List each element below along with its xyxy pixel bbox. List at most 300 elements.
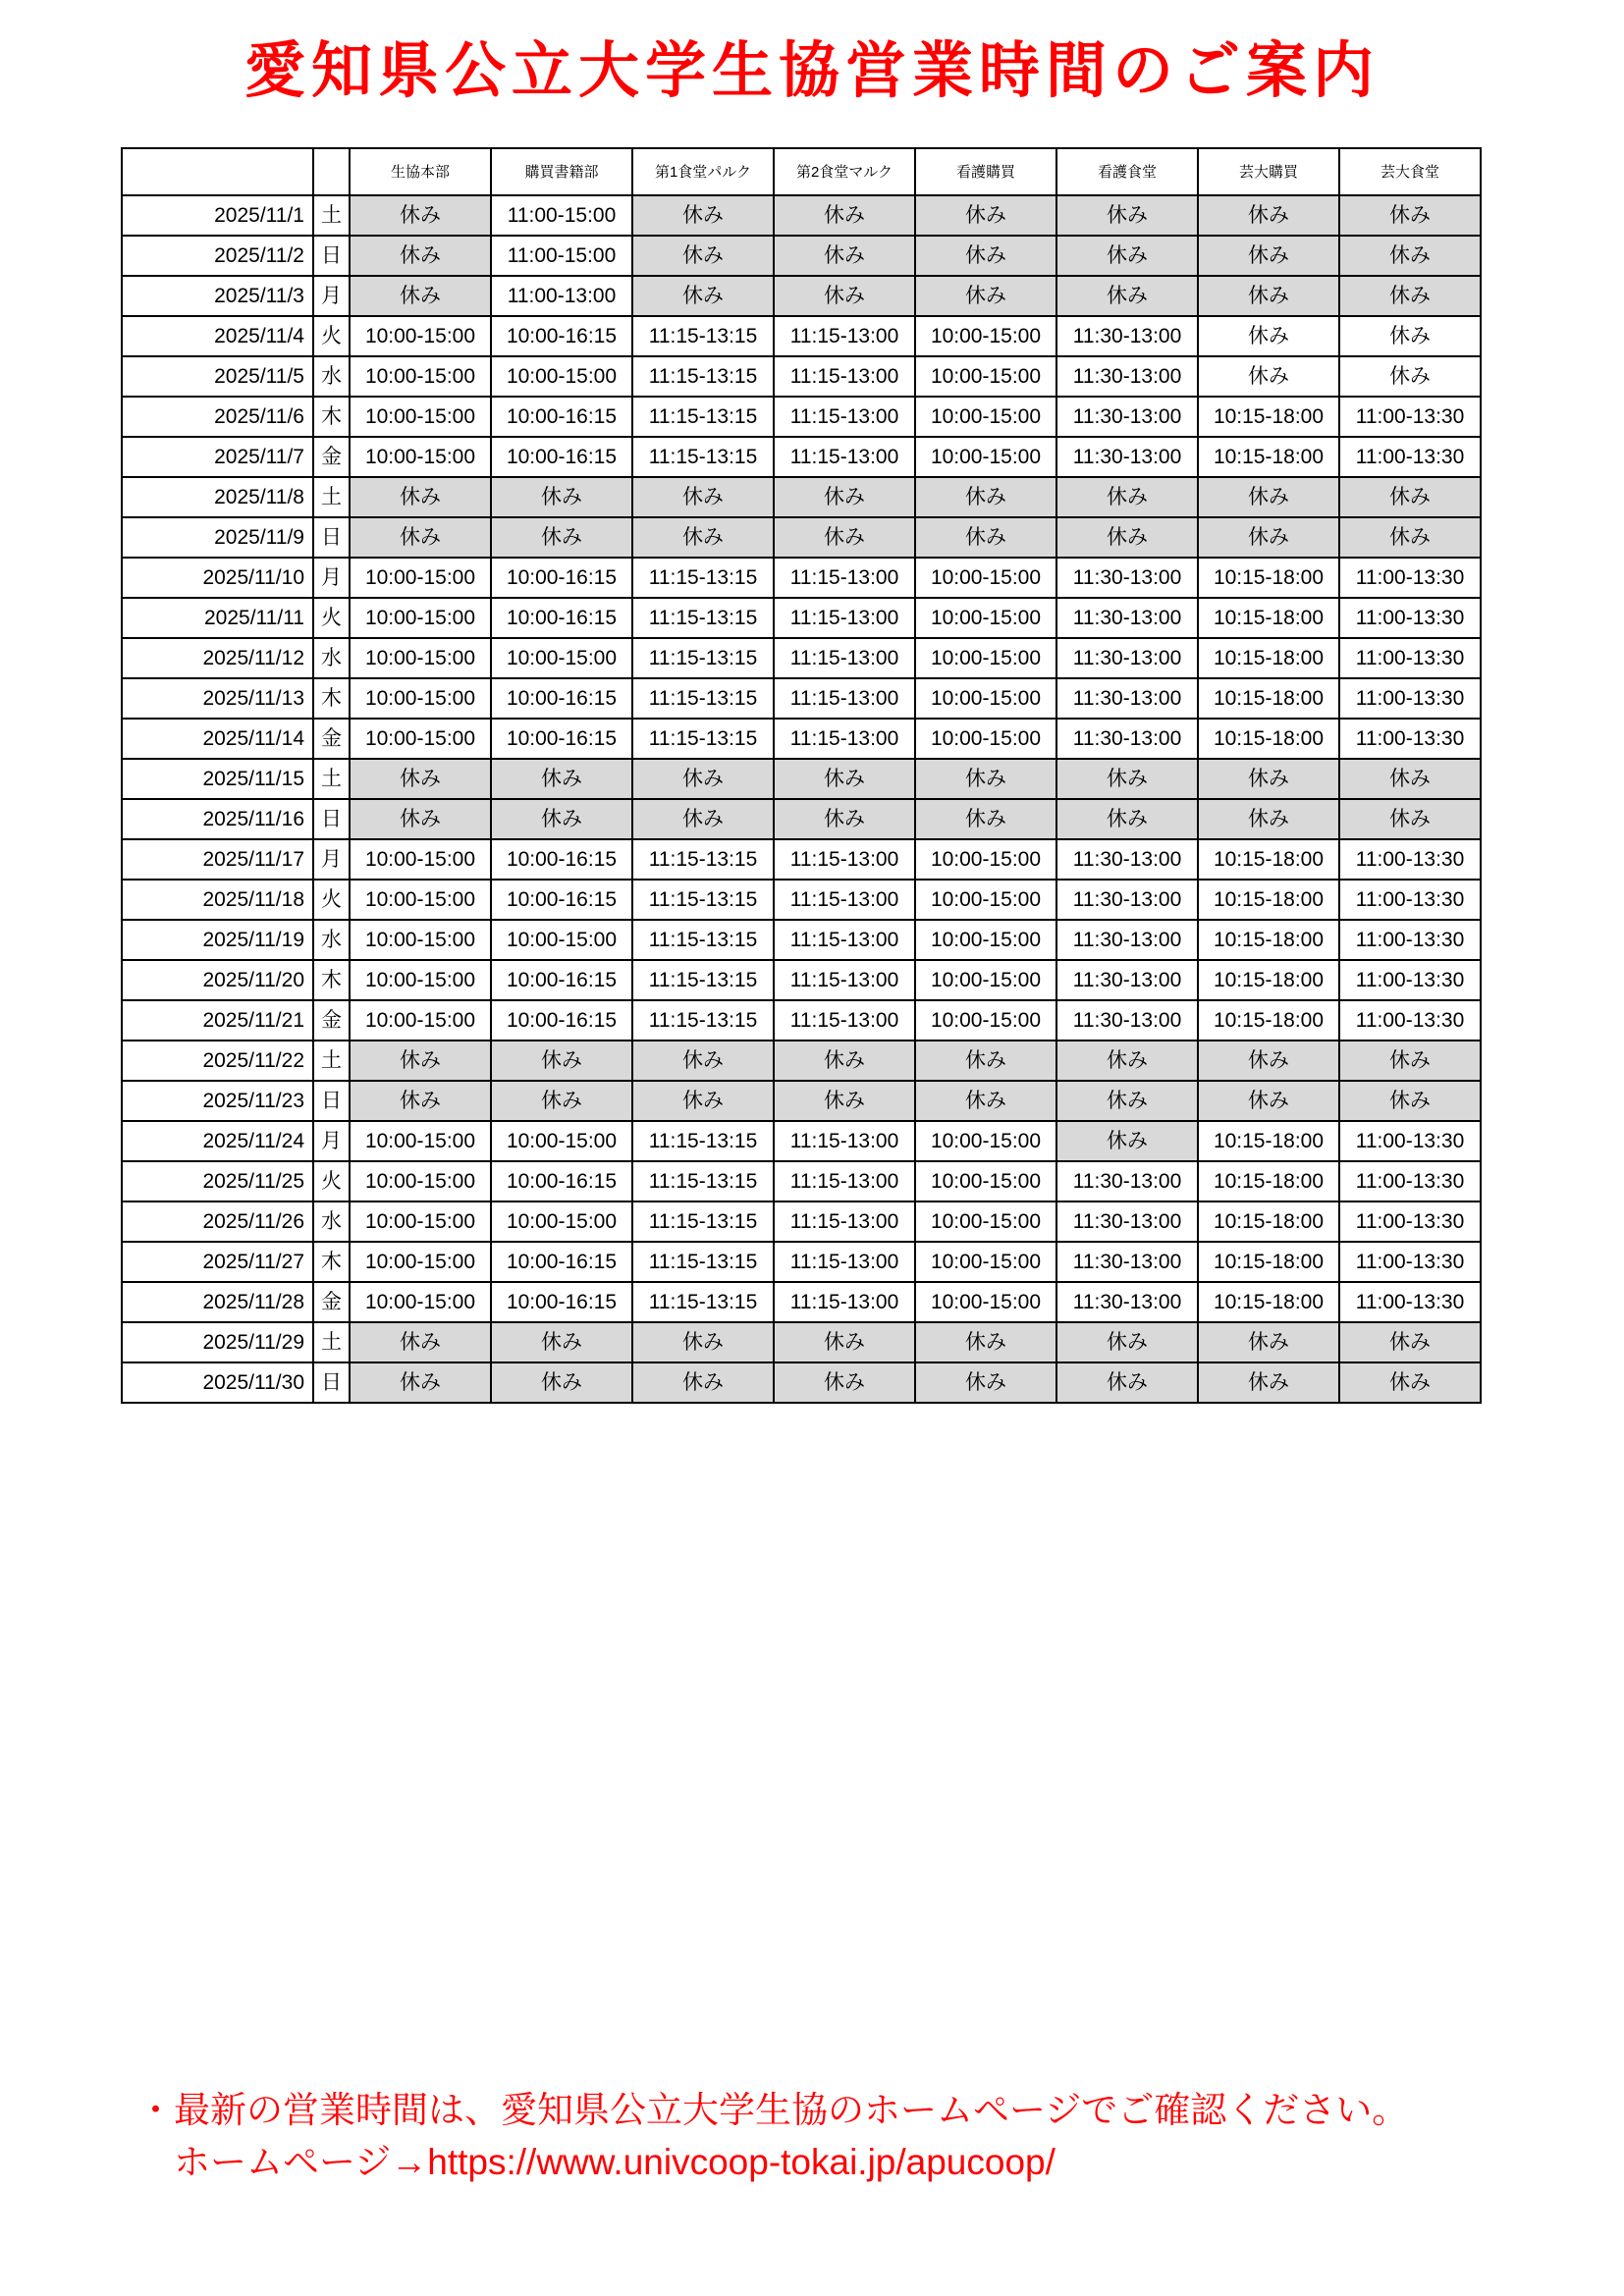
hours-cell: 休み — [350, 1362, 491, 1403]
hours-cell: 10:00-16:15 — [491, 397, 632, 437]
hours-cell: 11:15-13:00 — [774, 960, 915, 1000]
hours-cell: 11:00-13:30 — [1339, 1000, 1481, 1041]
hours-cell: 11:15-13:00 — [774, 638, 915, 678]
hours-cell: 休み — [491, 1081, 632, 1121]
hours-cell: 10:15-18:00 — [1198, 1121, 1339, 1161]
hours-cell: 10:00-15:00 — [915, 678, 1056, 719]
hours-cell: 10:00-15:00 — [350, 880, 491, 920]
hours-cell: 休み — [774, 1041, 915, 1081]
table-row — [122, 638, 1481, 678]
hours-cell: 10:00-15:00 — [350, 356, 491, 397]
hours-cell: 10:00-15:00 — [350, 1161, 491, 1201]
hours-cell: 10:00-16:15 — [491, 316, 632, 356]
hours-cell: 11:00-13:30 — [1339, 920, 1481, 960]
hours-cell: 10:00-15:00 — [915, 558, 1056, 598]
hours-cell: 10:00-15:00 — [915, 719, 1056, 759]
hours-cell: 休み — [350, 799, 491, 839]
hours-cell: 11:00-13:30 — [1339, 1201, 1481, 1242]
hours-cell: 10:15-18:00 — [1198, 638, 1339, 678]
hours-cell: 11:00-13:30 — [1339, 880, 1481, 920]
table-row — [122, 839, 1481, 880]
hours-cell: 休み — [1056, 236, 1198, 276]
hours-cell: 11:15-13:15 — [632, 558, 774, 598]
hours-cell: 10:15-18:00 — [1198, 598, 1339, 638]
hours-cell: 休み — [915, 1322, 1056, 1362]
table-body — [122, 195, 1481, 1403]
hours-cell: 11:15-13:00 — [774, 1161, 915, 1201]
hours-cell: 10:00-15:00 — [350, 598, 491, 638]
hours-cell: 10:00-15:00 — [915, 1121, 1056, 1161]
hours-cell: 11:30-13:00 — [1056, 719, 1198, 759]
hours-cell: 休み — [1198, 1322, 1339, 1362]
hours-cell: 11:15-13:00 — [774, 719, 915, 759]
hours-cell: 休み — [632, 1362, 774, 1403]
hours-cell: 休み — [1339, 517, 1481, 558]
hours-cell: 11:15-13:15 — [632, 598, 774, 638]
hours-cell: 休み — [1056, 759, 1198, 799]
hours-cell: 10:00-15:00 — [350, 920, 491, 960]
hours-cell: 10:00-15:00 — [350, 1282, 491, 1322]
hours-cell: 11:00-13:30 — [1339, 638, 1481, 678]
hours-cell: 休み — [632, 276, 774, 316]
day-of-week-cell: 金 — [313, 719, 350, 759]
day-of-week-cell: 金 — [313, 1282, 350, 1322]
date-cell: 2025/11/11 — [122, 598, 313, 638]
hours-cell: 休み — [350, 195, 491, 236]
hours-cell: 11:00-15:00 — [491, 195, 632, 236]
hours-cell: 10:00-15:00 — [350, 719, 491, 759]
column-header: 購買書籍部 — [491, 148, 632, 195]
hours-cell: 10:00-15:00 — [350, 1000, 491, 1041]
date-cell: 2025/11/14 — [122, 719, 313, 759]
date-cell: 2025/11/12 — [122, 638, 313, 678]
hours-cell: 休み — [1339, 759, 1481, 799]
day-of-week-cell: 土 — [313, 1322, 350, 1362]
date-cell: 2025/11/1 — [122, 195, 313, 236]
table-row — [122, 1322, 1481, 1362]
day-of-week-cell: 月 — [313, 558, 350, 598]
table-row — [122, 1041, 1481, 1081]
table-header — [122, 148, 1481, 195]
hours-cell: 10:00-15:00 — [915, 839, 1056, 880]
date-cell: 2025/11/15 — [122, 759, 313, 799]
hours-cell: 休み — [915, 1081, 1056, 1121]
hours-cell: 11:15-13:15 — [632, 960, 774, 1000]
hours-cell: 休み — [1056, 276, 1198, 316]
day-of-week-cell: 日 — [313, 517, 350, 558]
table-row — [122, 477, 1481, 517]
hours-cell: 休み — [774, 1362, 915, 1403]
date-cell: 2025/11/28 — [122, 1282, 313, 1322]
hours-cell: 10:00-16:15 — [491, 678, 632, 719]
hours-cell: 10:00-15:00 — [491, 920, 632, 960]
hours-cell: 休み — [1339, 276, 1481, 316]
hours-cell: 11:15-13:15 — [632, 920, 774, 960]
hours-cell: 休み — [491, 1041, 632, 1081]
day-of-week-cell: 月 — [313, 839, 350, 880]
hours-cell: 10:15-18:00 — [1198, 839, 1339, 880]
table-row — [122, 678, 1481, 719]
footer-note — [137, 2085, 1408, 2188]
hours-cell: 10:00-15:00 — [915, 1201, 1056, 1242]
hours-cell: 休み — [1056, 1041, 1198, 1081]
date-cell: 2025/11/27 — [122, 1242, 313, 1282]
hours-cell: 休み — [1198, 276, 1339, 316]
hours-cell: 休み — [1198, 236, 1339, 276]
hours-cell: 休み — [350, 1041, 491, 1081]
hours-cell: 休み — [1198, 1081, 1339, 1121]
hours-cell: 11:15-13:00 — [774, 316, 915, 356]
date-cell: 2025/11/26 — [122, 1201, 313, 1242]
date-cell: 2025/11/23 — [122, 1081, 313, 1121]
hours-cell: 11:00-13:30 — [1339, 960, 1481, 1000]
day-of-week-cell: 日 — [313, 799, 350, 839]
hours-cell: 11:30-13:00 — [1056, 316, 1198, 356]
date-cell: 2025/11/7 — [122, 437, 313, 477]
day-of-week-cell: 金 — [313, 437, 350, 477]
date-cell: 2025/11/30 — [122, 1362, 313, 1403]
hours-cell: 10:15-18:00 — [1198, 1282, 1339, 1322]
hours-cell: 休み — [1056, 195, 1198, 236]
hours-cell: 10:00-16:15 — [491, 880, 632, 920]
hours-cell: 11:15-13:15 — [632, 1000, 774, 1041]
column-header: 生協本部 — [350, 148, 491, 195]
hours-cell: 休み — [1056, 1362, 1198, 1403]
day-of-week-cell: 土 — [313, 195, 350, 236]
hours-cell: 11:00-15:00 — [491, 236, 632, 276]
table-row — [122, 1000, 1481, 1041]
hours-cell: 10:00-15:00 — [915, 1242, 1056, 1282]
hours-cell: 11:00-13:30 — [1339, 678, 1481, 719]
hours-cell: 10:15-18:00 — [1198, 1201, 1339, 1242]
hours-cell: 10:15-18:00 — [1198, 880, 1339, 920]
hours-cell: 11:15-13:15 — [632, 678, 774, 719]
hours-cell: 10:00-15:00 — [491, 638, 632, 678]
hours-cell: 休み — [491, 759, 632, 799]
hours-cell: 10:15-18:00 — [1198, 1161, 1339, 1201]
day-of-week-cell: 火 — [313, 598, 350, 638]
column-header: 第2食堂マルク — [774, 148, 915, 195]
hours-cell: 11:15-13:00 — [774, 598, 915, 638]
table-row — [122, 1201, 1481, 1242]
hours-cell: 11:15-13:15 — [632, 1242, 774, 1282]
table-row — [122, 598, 1481, 638]
hours-cell: 11:00-13:30 — [1339, 719, 1481, 759]
hours-cell: 休み — [774, 276, 915, 316]
hours-cell: 11:15-13:00 — [774, 1000, 915, 1041]
day-of-week-cell: 水 — [313, 356, 350, 397]
hours-cell: 11:30-13:00 — [1056, 1282, 1198, 1322]
hours-cell: 10:15-18:00 — [1198, 397, 1339, 437]
hours-cell: 休み — [491, 1362, 632, 1403]
hours-cell: 10:00-16:15 — [491, 1282, 632, 1322]
hours-cell: 休み — [915, 799, 1056, 839]
date-cell: 2025/11/10 — [122, 558, 313, 598]
hours-cell: 休み — [1056, 799, 1198, 839]
hours-cell: 11:00-13:30 — [1339, 558, 1481, 598]
hours-cell: 休み — [915, 1362, 1056, 1403]
hours-cell: 休み — [774, 799, 915, 839]
hours-cell: 11:00-13:30 — [1339, 1282, 1481, 1322]
day-of-week-cell: 火 — [313, 316, 350, 356]
hours-cell: 11:15-13:00 — [774, 558, 915, 598]
hours-cell: 11:30-13:00 — [1056, 437, 1198, 477]
hours-cell: 休み — [1339, 356, 1481, 397]
hours-cell: 休み — [632, 195, 774, 236]
hours-cell: 10:00-15:00 — [350, 960, 491, 1000]
hours-cell: 10:00-15:00 — [915, 598, 1056, 638]
hours-cell: 休み — [632, 1041, 774, 1081]
hours-cell: 休み — [350, 477, 491, 517]
hours-cell: 10:00-15:00 — [915, 960, 1056, 1000]
hours-cell: 11:30-13:00 — [1056, 920, 1198, 960]
hours-cell: 10:00-16:15 — [491, 719, 632, 759]
hours-cell: 休み — [774, 1322, 915, 1362]
table-row — [122, 236, 1481, 276]
hours-cell: 10:00-15:00 — [350, 397, 491, 437]
hours-cell: 11:00-13:30 — [1339, 1121, 1481, 1161]
hours-cell: 10:00-15:00 — [350, 1121, 491, 1161]
day-of-week-cell: 火 — [313, 1161, 350, 1201]
table-row — [122, 397, 1481, 437]
hours-cell: 11:15-13:15 — [632, 1161, 774, 1201]
hours-cell: 10:00-15:00 — [350, 678, 491, 719]
day-of-week-cell: 金 — [313, 1000, 350, 1041]
day-of-week-cell: 火 — [313, 880, 350, 920]
table-row — [122, 1161, 1481, 1201]
hours-cell: 休み — [632, 477, 774, 517]
date-cell: 2025/11/9 — [122, 517, 313, 558]
hours-cell: 10:00-15:00 — [350, 638, 491, 678]
hours-cell: 10:15-18:00 — [1198, 1242, 1339, 1282]
hours-cell: 休み — [350, 276, 491, 316]
hours-cell: 休み — [1339, 195, 1481, 236]
hours-cell: 10:15-18:00 — [1198, 920, 1339, 960]
hours-cell: 10:00-15:00 — [491, 1121, 632, 1161]
hours-cell: 休み — [1339, 1081, 1481, 1121]
hours-cell: 休み — [1339, 477, 1481, 517]
day-of-week-cell: 木 — [313, 397, 350, 437]
hours-cell: 10:00-15:00 — [350, 1242, 491, 1282]
date-cell: 2025/11/4 — [122, 316, 313, 356]
page-title: 愛知県公立大学生協営業時間のご案内 — [244, 37, 1380, 105]
hours-cell: 11:15-13:15 — [632, 1201, 774, 1242]
hours-cell: 休み — [491, 1322, 632, 1362]
date-cell: 2025/11/22 — [122, 1041, 313, 1081]
hours-cell: 休み — [915, 517, 1056, 558]
hours-cell: 11:30-13:00 — [1056, 1201, 1198, 1242]
hours-cell: 11:30-13:00 — [1056, 356, 1198, 397]
date-header-cell — [122, 148, 313, 195]
hours-cell: 10:00-15:00 — [915, 437, 1056, 477]
date-cell: 2025/11/19 — [122, 920, 313, 960]
date-cell: 2025/11/18 — [122, 880, 313, 920]
hours-cell: 休み — [774, 236, 915, 276]
hours-cell: 10:00-15:00 — [915, 1000, 1056, 1041]
date-cell: 2025/11/5 — [122, 356, 313, 397]
day-of-week-cell: 水 — [313, 920, 350, 960]
hours-cell: 10:00-15:00 — [350, 437, 491, 477]
day-of-week-cell: 日 — [313, 1362, 350, 1403]
table-row — [122, 799, 1481, 839]
hours-cell: 休み — [1198, 1041, 1339, 1081]
hours-cell: 休み — [350, 517, 491, 558]
date-cell: 2025/11/24 — [122, 1121, 313, 1161]
hours-cell: 11:15-13:15 — [632, 1121, 774, 1161]
hours-cell: 休み — [1198, 759, 1339, 799]
hours-cell: 10:00-16:15 — [491, 598, 632, 638]
hours-cell: 10:00-15:00 — [915, 1161, 1056, 1201]
hours-cell: 11:30-13:00 — [1056, 839, 1198, 880]
column-header: 看護食堂 — [1056, 148, 1198, 195]
date-cell: 2025/11/16 — [122, 799, 313, 839]
hours-cell: 休み — [1198, 477, 1339, 517]
table-row — [122, 880, 1481, 920]
hours-cell: 10:00-16:15 — [491, 558, 632, 598]
hours-cell: 休み — [491, 517, 632, 558]
hours-cell: 11:15-13:15 — [632, 839, 774, 880]
hours-cell: 休み — [1339, 1362, 1481, 1403]
table-row — [122, 759, 1481, 799]
hours-cell: 11:15-13:15 — [632, 356, 774, 397]
hours-cell: 休み — [632, 799, 774, 839]
day-of-week-cell: 水 — [313, 1201, 350, 1242]
hours-cell: 10:00-15:00 — [491, 1201, 632, 1242]
hours-cell: 10:00-15:00 — [491, 356, 632, 397]
column-header: 芸大購買 — [1198, 148, 1339, 195]
hours-cell: 11:00-13:30 — [1339, 397, 1481, 437]
hours-cell: 10:00-15:00 — [915, 316, 1056, 356]
day-of-week-cell: 土 — [313, 1041, 350, 1081]
hours-cell: 11:15-13:00 — [774, 1282, 915, 1322]
date-cell: 2025/11/13 — [122, 678, 313, 719]
hours-cell: 10:00-16:15 — [491, 1161, 632, 1201]
hours-cell: 11:00-13:30 — [1339, 1161, 1481, 1201]
hours-cell: 10:00-16:15 — [491, 437, 632, 477]
footer-line-2: ホームページ→https://www.univcoop-tokai.jp/apucoop/ — [137, 2141, 1056, 2182]
day-of-week-cell: 日 — [313, 1081, 350, 1121]
table-header-row — [122, 148, 1481, 195]
hours-cell: 休み — [1339, 799, 1481, 839]
hours-cell: 11:15-13:00 — [774, 678, 915, 719]
hours-cell: 10:00-15:00 — [915, 1282, 1056, 1322]
table-row — [122, 1362, 1481, 1403]
hours-cell: 休み — [491, 477, 632, 517]
hours-cell: 休み — [632, 517, 774, 558]
hours-cell: 休み — [1339, 1041, 1481, 1081]
hours-cell: 10:00-15:00 — [915, 356, 1056, 397]
hours-cell: 10:15-18:00 — [1198, 960, 1339, 1000]
hours-cell: 休み — [1056, 517, 1198, 558]
table-row — [122, 1282, 1481, 1322]
hours-cell: 11:15-13:00 — [774, 839, 915, 880]
date-cell: 2025/11/3 — [122, 276, 313, 316]
hours-cell: 休み — [915, 1041, 1056, 1081]
hours-cell: 11:15-13:00 — [774, 1242, 915, 1282]
table-row — [122, 316, 1481, 356]
hours-cell: 休み — [774, 1081, 915, 1121]
hours-cell: 休み — [1198, 316, 1339, 356]
table-row — [122, 719, 1481, 759]
hours-cell: 休み — [915, 276, 1056, 316]
column-header: 芸大食堂 — [1339, 148, 1481, 195]
table-row — [122, 1242, 1481, 1282]
day-of-week-cell: 水 — [313, 638, 350, 678]
hours-cell: 11:30-13:00 — [1056, 1161, 1198, 1201]
date-cell: 2025/11/21 — [122, 1000, 313, 1041]
hours-cell: 休み — [491, 799, 632, 839]
hours-cell: 休み — [1056, 1322, 1198, 1362]
hours-cell: 休み — [350, 1322, 491, 1362]
table-row — [122, 437, 1481, 477]
hours-cell: 11:30-13:00 — [1056, 397, 1198, 437]
day-of-week-cell: 木 — [313, 678, 350, 719]
hours-cell: 休み — [1056, 1081, 1198, 1121]
table-row — [122, 1081, 1481, 1121]
hours-cell: 10:15-18:00 — [1198, 558, 1339, 598]
hours-cell: 11:15-13:15 — [632, 880, 774, 920]
hours-cell: 10:15-18:00 — [1198, 678, 1339, 719]
hours-cell: 休み — [774, 195, 915, 236]
day-of-week-cell: 土 — [313, 477, 350, 517]
hours-cell: 11:15-13:00 — [774, 1201, 915, 1242]
table-row — [122, 920, 1481, 960]
table-row — [122, 195, 1481, 236]
table-row — [122, 558, 1481, 598]
hours-cell: 休み — [774, 759, 915, 799]
hours-cell: 11:30-13:00 — [1056, 1000, 1198, 1041]
table-row — [122, 960, 1481, 1000]
hours-cell: 10:00-15:00 — [350, 558, 491, 598]
hours-cell: 11:15-13:00 — [774, 356, 915, 397]
hours-cell: 休み — [1056, 1121, 1198, 1161]
hours-cell: 10:00-15:00 — [350, 1201, 491, 1242]
table-row — [122, 517, 1481, 558]
hours-cell: 休み — [915, 236, 1056, 276]
table-row — [122, 276, 1481, 316]
hours-cell: 10:15-18:00 — [1198, 1000, 1339, 1041]
hours-cell: 休み — [350, 236, 491, 276]
hours-cell: 11:15-13:15 — [632, 719, 774, 759]
hours-cell: 休み — [1198, 1362, 1339, 1403]
date-cell: 2025/11/29 — [122, 1322, 313, 1362]
hours-cell: 11:15-13:00 — [774, 437, 915, 477]
hours-cell: 休み — [1198, 799, 1339, 839]
hours-cell: 11:15-13:00 — [774, 920, 915, 960]
hours-cell: 11:15-13:15 — [632, 638, 774, 678]
hours-cell: 10:00-15:00 — [350, 316, 491, 356]
hours-cell: 11:15-13:00 — [774, 1121, 915, 1161]
footer-line-1: ・最新の営業時間は、愛知県公立大学生協のホームページでご確認ください。 — [137, 2090, 1409, 2130]
hours-cell: 11:00-13:30 — [1339, 598, 1481, 638]
hours-cell: 休み — [1198, 517, 1339, 558]
hours-cell: 10:15-18:00 — [1198, 719, 1339, 759]
hours-cell: 休み — [1339, 236, 1481, 276]
hours-cell: 11:30-13:00 — [1056, 880, 1198, 920]
table-row — [122, 1121, 1481, 1161]
hours-cell: 11:15-13:15 — [632, 1282, 774, 1322]
day-of-week-cell: 月 — [313, 276, 350, 316]
hours-cell: 10:15-18:00 — [1198, 437, 1339, 477]
date-cell: 2025/11/25 — [122, 1161, 313, 1201]
hours-cell: 11:00-13:30 — [1339, 437, 1481, 477]
hours-cell: 11:30-13:00 — [1056, 960, 1198, 1000]
hours-cell: 休み — [1339, 316, 1481, 356]
hours-table — [121, 147, 1482, 1404]
column-header: 第1食堂パルク — [632, 148, 774, 195]
hours-cell: 休み — [350, 759, 491, 799]
hours-cell: 休み — [915, 759, 1056, 799]
